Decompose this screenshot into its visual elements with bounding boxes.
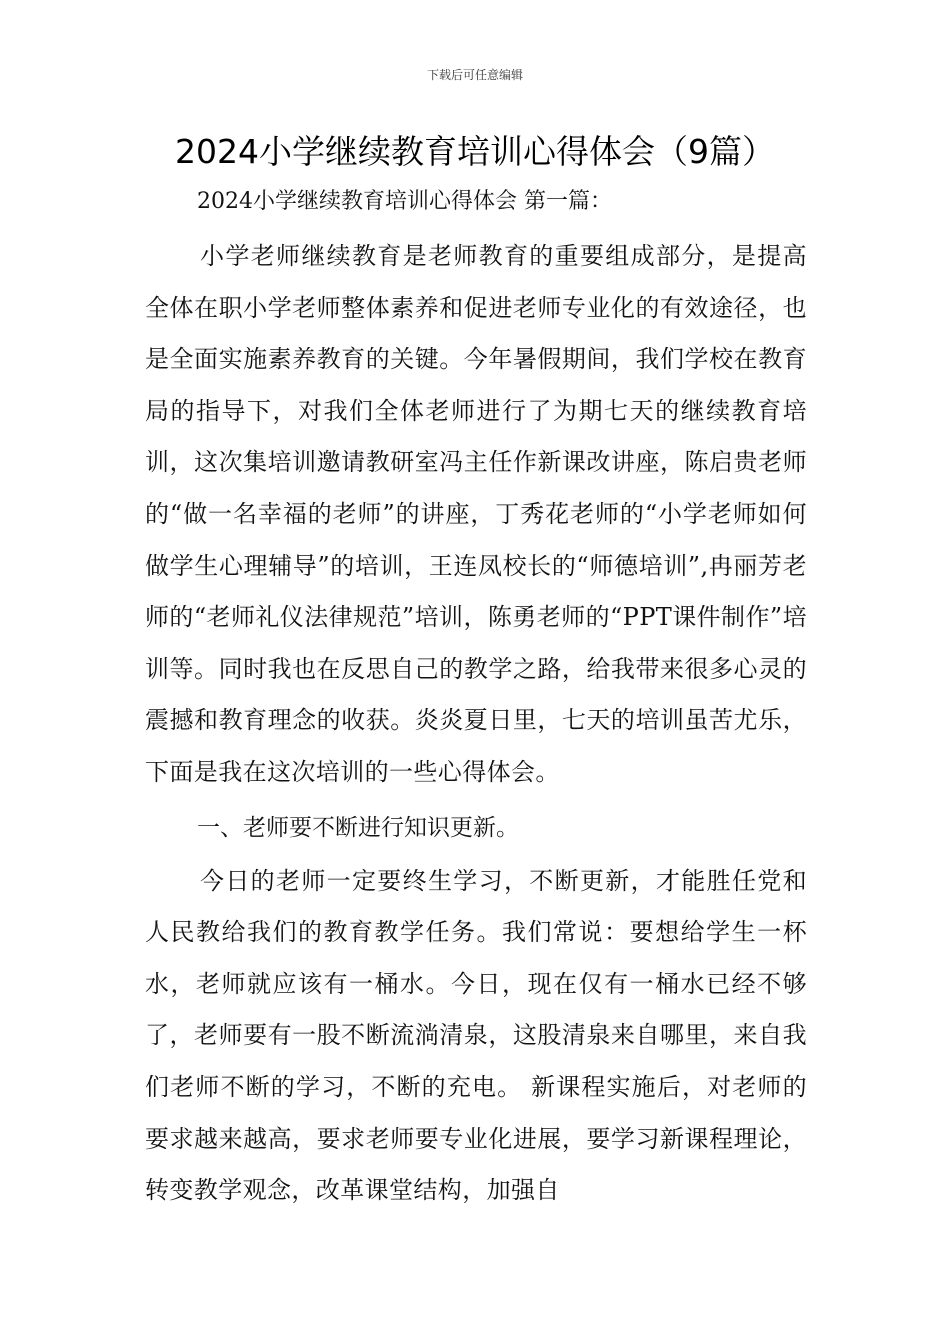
section-heading: 一、老师要不断进行知识更新。 [197,814,519,841]
article-subtitle: 2024小学继续教育培训心得体会 第一篇： [197,189,612,214]
document-title: 2024小学继续教育培训心得体会（9篇） [175,132,775,171]
document-body [145,180,807,1217]
download-editable-note: 下载后可任意编辑 [426,68,523,82]
body-paragraph: 小学老师继续教育是老师教育的重要组成部分，是提高全体在职小学老师整体素养和促进老师专业化的有效途径，也是全面实施素养教育的关键。今年暑假期间，我们学校在教育局的指导下，对我们全体老师进行了为期七天的继续教育培训，这次集培训邀请教研室冯主任作新课改讲座，陈启贵老师的“做一名幸福的老师”的讲座，丁秀花老师的“小学老师如何做学生心理辅导”的培训，王连凤校长的“师德培训”,冉丽芳老师的“老师礼仪法律规范”培训，陈勇老师的“PPT课件制作”培训等。同时我也在反思自己的教学之路，给我带来很多心灵的震撼和教育理念的收获。炎炎夏日里，七天的培训虽苦尤乐，下面是我在这次培训的一些心得体会。 [145,242,807,786]
body-paragraph: 今日的老师一定要终生学习，不断更新，才能胜任党和人民教给我们的教育教学任务。我们常说：要想给学生一杯水，老师就应该有一桶水。今日，现在仅有一桶水已经不够了，老师要有一股不断流淌清泉，这股清泉来自哪里，来自我们老师不断的学习，不断的充电。 新课程实施后，对老师的要求越来越高，要求老师要专业化进展，要学习新课程理论，转变教学观念，改革课堂结构，加强自 [145,866,807,1205]
